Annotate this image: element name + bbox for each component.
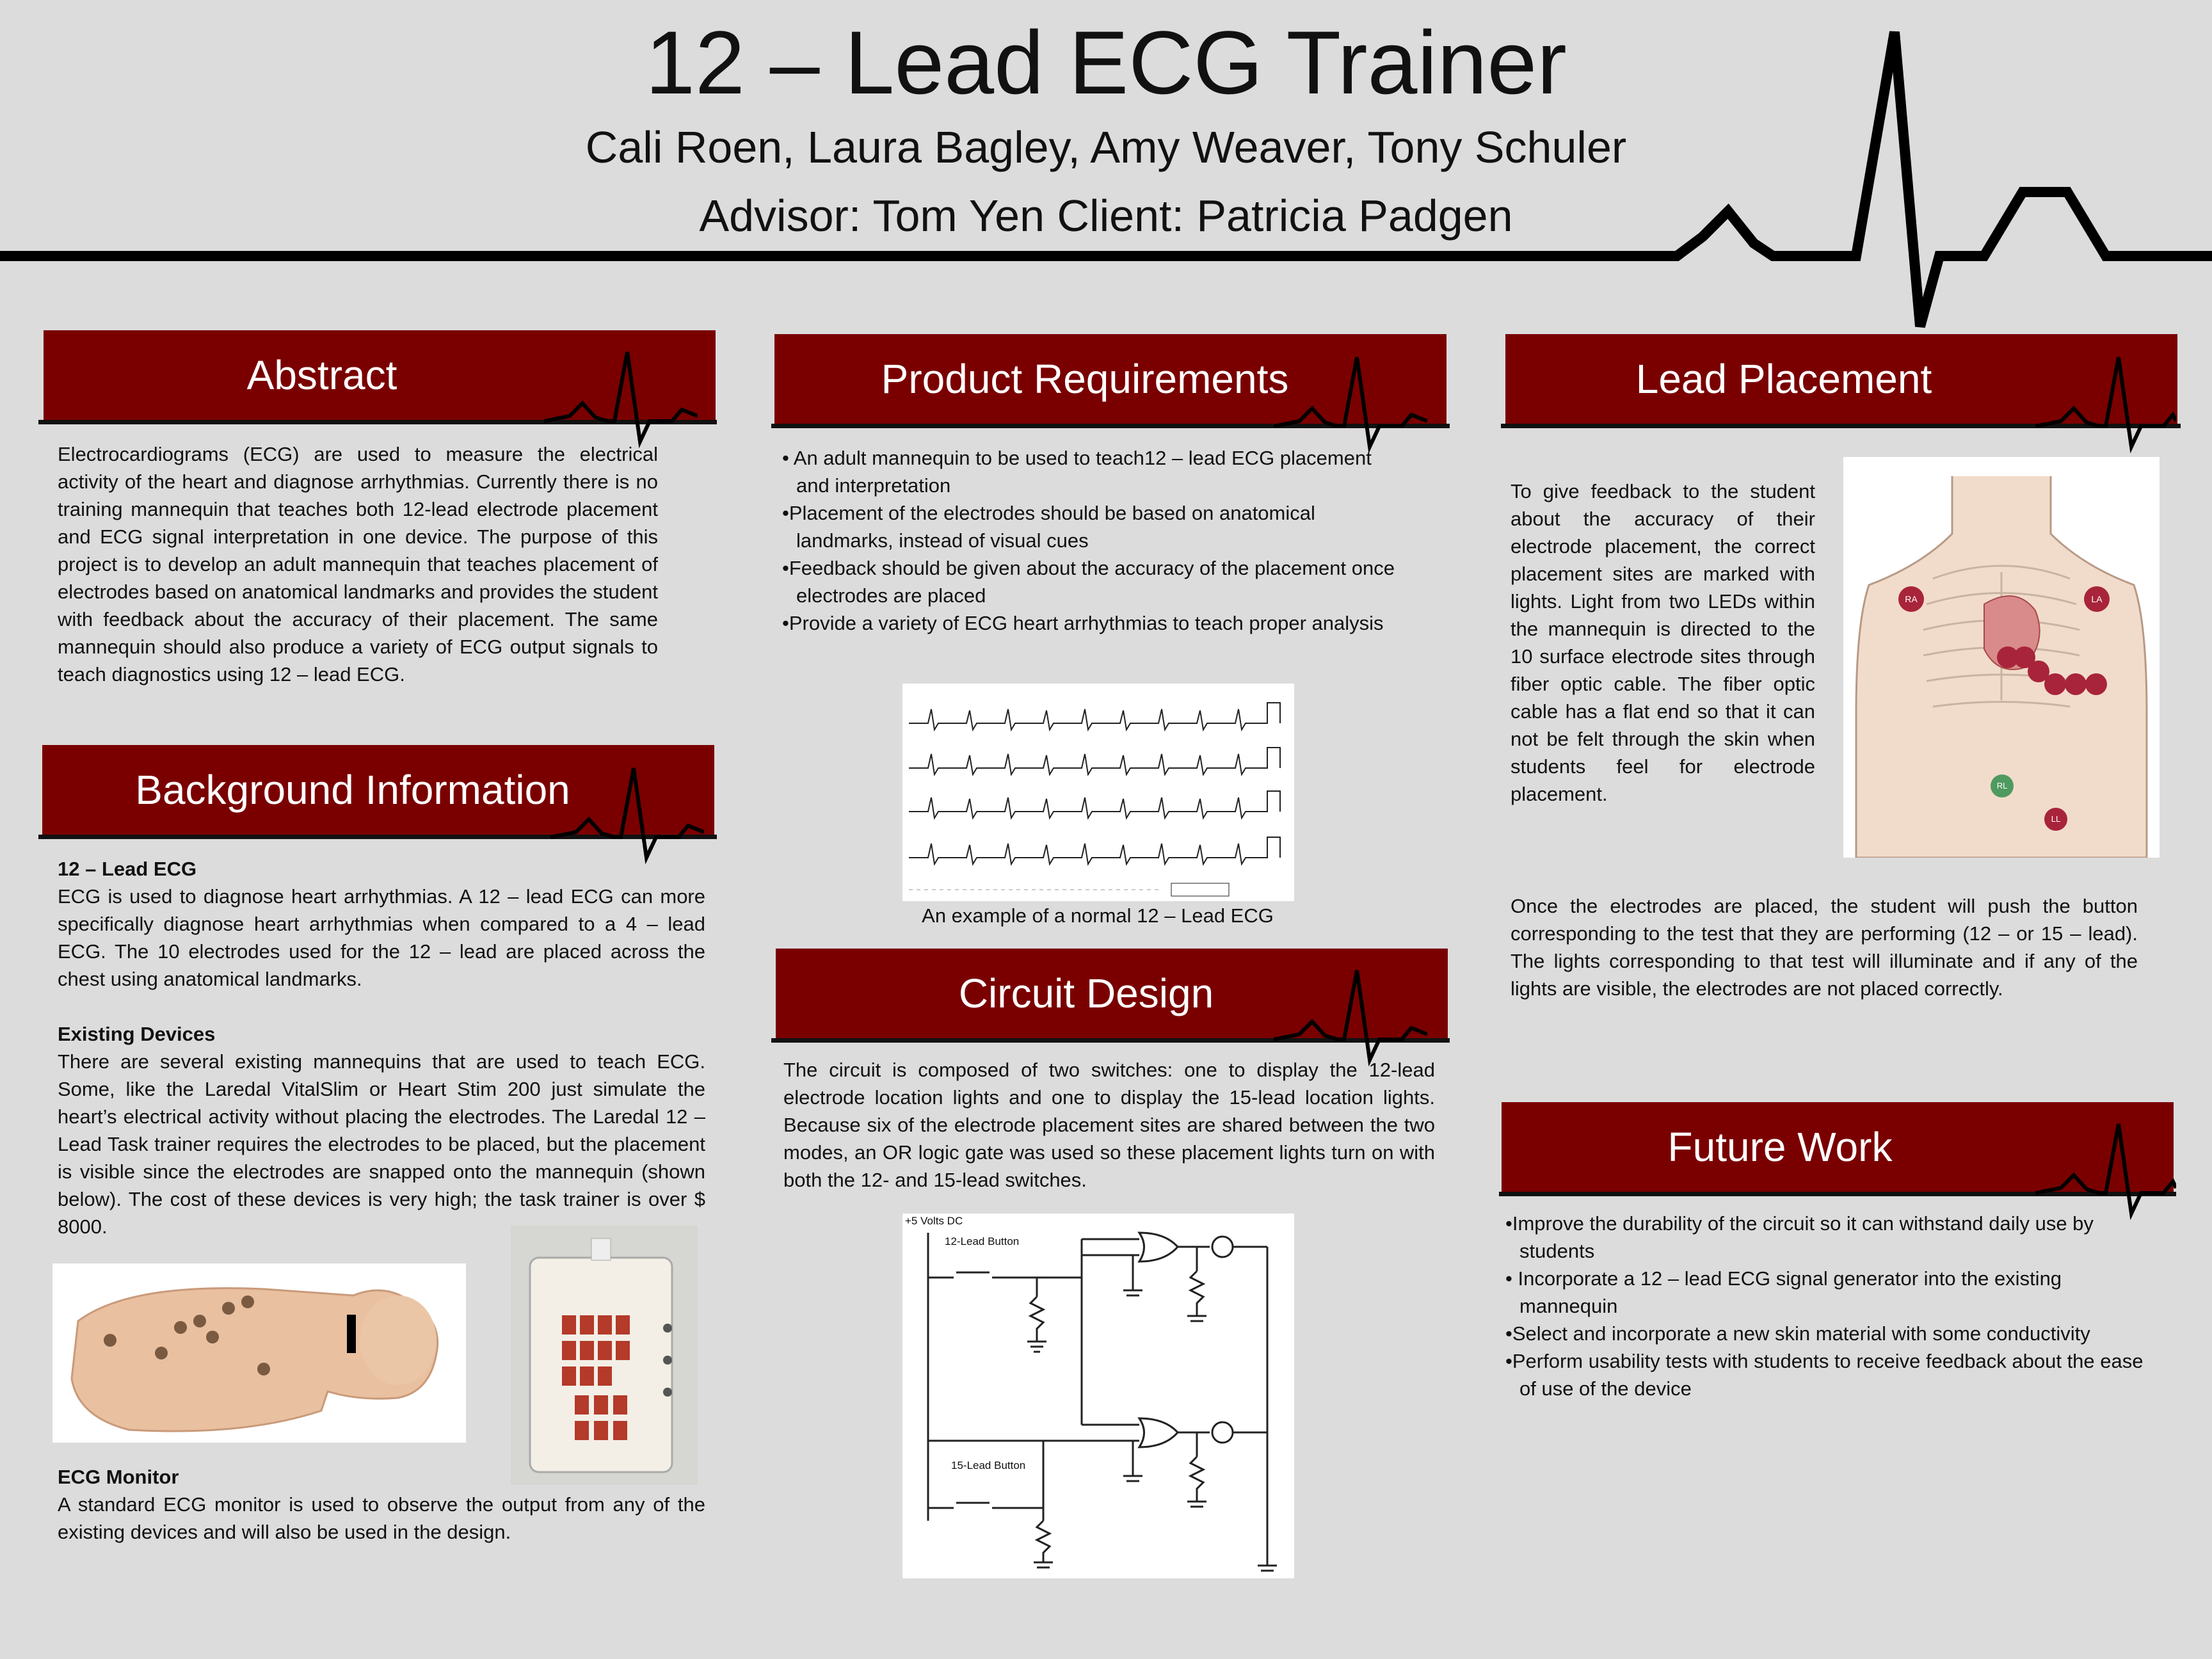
lead-placement-text-2: Once the electrodes are placed, the student will push the button corresponding to the test that they are performing (12 – or 15 – lead). The lights corresponding to that test will illuminate and if any of the lights are visible, the electrodes are not placed correctly. — [1511, 895, 2138, 1000]
background-heading: Background Information — [135, 767, 570, 813]
task-trainer-photo — [511, 1226, 698, 1485]
list-item: • An adult mannequin to be used to teach12 – lead ECG placement and interpretation — [782, 447, 1372, 497]
electrode-ll: LL — [2044, 808, 2067, 831]
electrode-ra: RA — [1898, 586, 1924, 612]
abstract-heading: Abstract — [246, 352, 397, 398]
mannequin-photo — [52, 1263, 466, 1443]
circuit-schematic — [902, 1214, 1294, 1578]
list-item: •Select and incorporate a new skin material with some conductivity — [1505, 1322, 2090, 1345]
list-item: •Feedback should be given about the accuracy of the placement once electrodes are placed — [782, 557, 1395, 607]
heartbeat-icon — [2035, 1118, 2176, 1220]
subheading-existing-devices: Existing Devices — [58, 1023, 216, 1045]
button-12-label: 12-Lead Button — [945, 1235, 1020, 1247]
electrode-rl: RL — [1991, 774, 2014, 797]
lead-placement-text: To give feedback to the student about the accuracy of their electrode placement, the correct placement sites are marked with lights. Light from two LEDs within the mannequin is directed to the 10 surface electrode sites through fiber optic cable. The fiber optic cable has a flat end so that it can not be felt through the skin when students feel for electrode placement. — [1511, 480, 1815, 805]
circuit-text: The circuit is composed of two switches: one to display the 12-lead electrode location lights and one to display the 15-lead location lights. Because six of the electrode placement sites are shared between the two modes, an OR logic gate was used so these placement lights turn on with both the 12- and 15-lead switches. — [783, 1059, 1435, 1191]
subheading-12-lead-ecg: 12 – Lead ECG — [58, 858, 197, 880]
ecg-trace-banner — [0, 0, 2212, 346]
future-work-list — [1505, 1210, 2145, 1402]
heartbeat-icon — [2035, 351, 2176, 453]
electrode-v5 — [2065, 673, 2087, 695]
abstract-text: Electrocardiograms (ECG) are used to measure the electrical activity of the heart and diagnose arrhythmias. Currently there is no training mannequin that teaches both 12-lead electrode placement and ECG signal interpretation in one device. The purpose of this project is to develop an adult mannequin that teaches placement of electrodes based on anatomical landmarks and provides the student with feedback about the accuracy of their placement. The same mannequin should also produce a variety of ECG output signals to teach diagnostics using 12 – lead ECG. — [58, 443, 658, 685]
heartbeat-icon — [550, 762, 704, 864]
heartbeat-icon — [1274, 351, 1427, 453]
future-work-heading: Future Work — [1667, 1124, 1893, 1170]
poster-authors: Cali Roen, Laura Bagley, Amy Weaver, Tony Schuler — [585, 122, 1627, 172]
chest-electrode-diagram — [1843, 457, 2160, 858]
lead-placement-heading: Lead Placement — [1635, 356, 1932, 402]
subheading-ecg-monitor: ECG Monitor — [58, 1466, 179, 1488]
electrode-v6 — [2085, 673, 2107, 695]
electrode-la: LA — [2084, 586, 2110, 612]
list-item: •Improve the durability of the circuit so it can withstand daily use by students — [1505, 1212, 2094, 1262]
background-monitor-text: A standard ECG monitor is used to observe the output from any of the existing devices and will also be used in the design. — [58, 1493, 705, 1543]
heartbeat-icon — [544, 346, 698, 448]
poster-title: 12 – Lead ECG Trainer — [645, 12, 1567, 113]
electrode-v4 — [2044, 673, 2066, 695]
circuit-heading: Circuit Design — [958, 970, 1214, 1016]
poster-advisor-client: Advisor: Tom Yen Client: Patricia Padgen — [699, 191, 1513, 241]
list-item: •Provide a variety of ECG heart arrhythmias to teach proper analysis — [782, 612, 1384, 634]
ecg-strip-image — [902, 684, 1294, 901]
requirements-list — [782, 444, 1397, 637]
background-ecg-text: ECG is used to diagnose heart arrhythmias. A 12 – lead ECG can more specifically diagnose heart arrhythmias when compared to a 4 – lead ECG. The 10 electrodes used for the 12 – lead are placed across the chest using anatomical landmarks. — [58, 885, 705, 990]
heartbeat-icon — [1274, 964, 1427, 1066]
list-item: •Perform usability tests with students to receive feedback about the ease of use of the device — [1505, 1350, 2144, 1400]
ecg-strip-caption: An example of a normal 12 – Lead ECG — [922, 904, 1274, 927]
background-devices-text: There are several existing mannequins that are used to teach ECG. Some, like the Laredal VitalSlim or Heart Stim 200 just simulate the heart’s electrical activity without placing the electrodes. The Laredal 12 – Lead Task trainer requires the electrodes to be placed, but the placement is visible since the electrodes are snapped onto the mannequin (shown below). The cost of these devices is very high; the task trainer is over $ 8000. — [58, 1050, 705, 1238]
list-item: •Placement of the electrodes should be based on anatomical landmarks, instead of visual cues — [782, 502, 1315, 552]
requirements-heading: Product Requirements — [881, 356, 1289, 402]
supply-label: +5 Volts DC — [905, 1215, 963, 1227]
list-item: • Incorporate a 12 – lead ECG signal generator into the existing mannequin — [1505, 1267, 2062, 1317]
button-15-label: 15-Lead Button — [951, 1459, 1026, 1471]
